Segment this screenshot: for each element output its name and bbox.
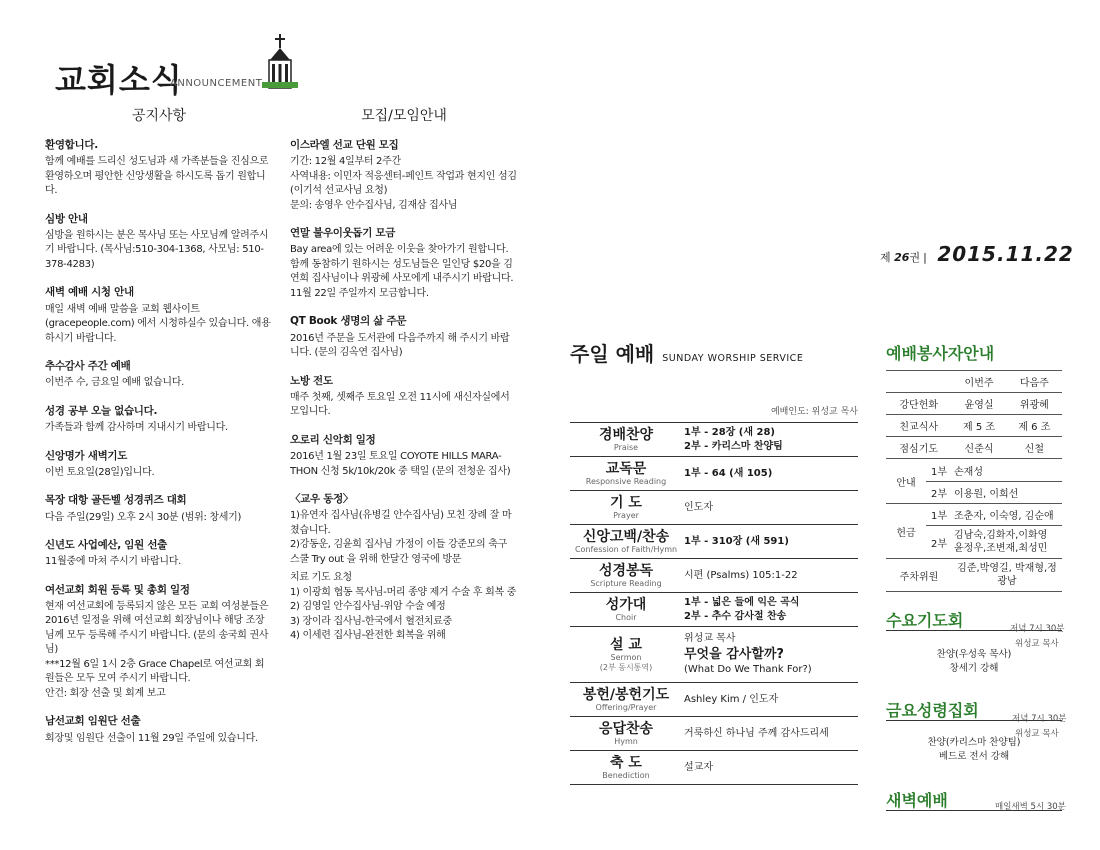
notice-title: 추수감사 주간 예배 (45, 360, 131, 373)
notice-item (45, 359, 273, 391)
order-line: (What Do We Thank For?) (684, 664, 812, 676)
notice-body: 2)강동운, 김윤희 집사님 가정이 이들 강준모의 축구 스쿨 Try out 을 위해 한달간 영국에 방문 (290, 539, 508, 565)
order-line: 시편 (Psalms) 105:1-22 (684, 569, 798, 581)
order-label: 성가대 (605, 596, 647, 613)
notice-body: ***12월 6일 1시 2층 Grace Chapel로 여선교회 회원들은 모두 모여 주시기 바랍니다. (45, 658, 265, 685)
servants-duty-table (886, 460, 1062, 592)
issue-number: 26 (894, 251, 910, 264)
order-label: 설 교 (610, 636, 642, 653)
table-row (570, 491, 858, 525)
order-line: 설교자 (684, 761, 713, 773)
notice-title: 환영합니다. (45, 139, 98, 151)
servants-head: 다음주 (1007, 371, 1062, 393)
notice-body: 가족들과 함께 감사하며 지내시기 바랍니다. (45, 422, 228, 434)
order-line: 거룩하신 하나님 주께 감사드리세 (684, 727, 829, 739)
wednesday-title: 수요기도회 (886, 611, 964, 630)
notices-left (45, 138, 273, 759)
order-line: 2부 - 추수 감사절 찬송 (684, 610, 787, 622)
left-column-heading: 공지사항 (131, 108, 187, 124)
servants-cell: 제 5 조 (951, 415, 1006, 437)
order-label-en: Scripture Reading (590, 578, 662, 588)
servants-cell: 윤영실 (951, 393, 1006, 415)
servants-cell: 2부 (926, 482, 952, 504)
table-row (570, 525, 858, 559)
order-label-note: (2부 동시통역) (599, 662, 653, 672)
table-row (886, 460, 1062, 482)
notice-title: 〈교우 동정〉 (290, 493, 354, 506)
servants-cell: 2부 (926, 526, 952, 559)
notice-item (290, 374, 518, 420)
order-label: 기 도 (610, 494, 642, 511)
order-label-en: Responsive Reading (585, 476, 667, 486)
dawn-time: 매일새벽 5시 30분 (995, 802, 1066, 812)
notice-title: 연말 불우이웃돕기 모금 (290, 227, 396, 240)
servants-cell: 강단헌화 (886, 393, 951, 415)
notice-title: 여선교회 회원 등록 및 총회 일정 (45, 583, 190, 596)
servants-table (886, 370, 1062, 459)
order-label: 경배찬양 (598, 426, 654, 443)
notice-item (45, 449, 273, 481)
order-label-en: Prayer (613, 510, 639, 520)
notice-title: 남선교회 임원단 선출 (45, 715, 141, 728)
servants-cell: 김준,박영길, 박재형,정광남 (952, 559, 1062, 592)
offering-label: 헌금 (886, 504, 926, 559)
servants-cell: 손재성 (952, 460, 1062, 482)
notice-body: 2016년 주문을 도서관에 다음주까지 해 주시기 바랍니다. (문의 김옥연 집사님) (290, 332, 510, 359)
order-line: 인도자 (684, 501, 713, 513)
notice-item (290, 433, 518, 479)
worship-title (570, 338, 803, 367)
notice-item (45, 538, 273, 570)
servants-cell: 김남숙,김화자,이화영 윤정우,조변재,최성민 (952, 526, 1062, 559)
issue-unit: 권 (909, 251, 921, 264)
table-row (570, 683, 858, 717)
servants-cell: 이용원, 이희선 (952, 482, 1062, 504)
order-label-en: Sermon (610, 652, 642, 662)
order-line: 1부 - 64 (새 105) (684, 467, 773, 479)
notice-body: 4) 이세련 집사님-완전한 회복을 위해 (290, 630, 446, 642)
order-label: 봉헌/봉헌기도 (582, 686, 670, 703)
notice-title: 성경 공부 오늘 없습니다. (45, 404, 158, 417)
notice-title: QT Book 생명의 삶 주문 (290, 315, 407, 328)
servants-cell: 친교식사 (886, 415, 951, 437)
order-label-en: Choir (615, 612, 637, 622)
order-label: 응답찬송 (598, 720, 654, 737)
order-label-en: Praise (613, 442, 639, 452)
notice-body: 사역내용: 이민자 적응센터-페인트 작업과 현지인 섬김 (이기석 선교사님 요청) (290, 170, 517, 197)
wednesday-pastor: 위성교 목사 (1015, 639, 1059, 649)
notice-body: 2016년 1월 23일 토요일 COYOTE HILLS MARA-THON 신청 5k/10k/20k 중 택일 (문의 전청운 집사) (290, 451, 511, 477)
notices-right (290, 138, 518, 657)
issue-date: 2015.11.22 (937, 242, 1074, 266)
notice-item (45, 404, 273, 436)
order-label: 축 도 (610, 754, 642, 771)
notice-item (45, 138, 273, 199)
wednesday-line: 창세기 강해 (949, 662, 999, 674)
servants-cell: 1부 (926, 504, 952, 526)
worship-order-table (570, 422, 858, 785)
wednesday-detail (886, 648, 1062, 676)
wednesday-time: 저녁 7시 30분 (1010, 624, 1065, 634)
notice-body: 매주 첫째, 셋째주 토요일 오전 11시에 새신자실에서 모입니다. (290, 391, 510, 418)
table-row (570, 627, 858, 683)
issue-info: 제 26권 | 2015.11.22 (880, 242, 1074, 266)
table-row (886, 559, 1062, 592)
notice-item (45, 583, 273, 702)
table-row (886, 504, 1062, 526)
order-line: 1부 - 28장 (새 28) (684, 427, 775, 438)
friday-line: 찬양(카리스마 찬양팀) (927, 737, 1021, 748)
notice-title: 심방 안내 (45, 212, 88, 225)
servants-cell: 1부 (926, 460, 952, 482)
worship-title-en: SUNDAY WORSHIP SERVICE (662, 353, 804, 364)
servants-cell: 신준식 (951, 437, 1006, 459)
notice-body: 심방을 원하시는 분은 목사님 또는 사모님께 알려주시기 바랍니다. (목사님:510-304-1368, 사모님: 510-378-4283) (45, 229, 269, 270)
notice-item (45, 285, 273, 346)
notice-title: 오로리 신악회 일정 (290, 433, 376, 446)
notice-body: Bay area에 있는 어려운 이웃을 찾아가기 원합니다. 함께 동참하기 원하시는 성도님들은 일인당 $20을 김연희 집사님이나 위광혜 사모에게 내주시기 바랍니다. 11월 22일 주일까지 모금합니다. (290, 244, 514, 299)
order-label-en: Benediction (602, 770, 650, 780)
notice-item (290, 314, 518, 360)
notice-body: 현재 여선교회에 등록되지 않은 모든 교회 여성분들은 2016년 일정을 위해 여선교회 회장님이나 해당 조장님께 모두 등록해 주시기 바랍니다. (문의 송국희 권사님) (45, 600, 269, 656)
notice-item (290, 138, 518, 213)
friday-line: 베드로 전서 강해 (938, 750, 1010, 762)
servants-cell: 조춘자, 이숙영, 김순애 (952, 504, 1062, 526)
servants-cell: 제 6 조 (1007, 415, 1062, 437)
servants-cell: 위광혜 (1007, 393, 1062, 415)
parking-label: 주차위원 (886, 559, 952, 592)
servants-title: 예배봉사자안내 (886, 344, 995, 363)
order-label: 신앙고백/찬송 (582, 528, 670, 545)
notice-title: 신앙명가 새벽기도 (45, 449, 128, 462)
notice-body: 이번주 수, 금요일 예배 없습니다. (45, 377, 184, 389)
sermon-title: 무엇을 감사할까? (684, 646, 784, 662)
order-line: 위성교 목사 (684, 633, 736, 645)
notice-item (290, 226, 518, 301)
notice-item (290, 492, 518, 567)
worship-title-ko: 주일 예배 (570, 342, 655, 366)
church-icon (260, 34, 300, 90)
order-line: Ashley Kim / 인도자 (684, 693, 779, 705)
order-line: 1부 - 310장 (새 591) (684, 535, 789, 547)
notice-title: 신년도 사업예산, 임원 선출 (45, 539, 168, 552)
right-column-heading: 모집/모임안내 (361, 108, 447, 124)
notice-body: 2) 김영일 안수집사님-위암 수술 예정 (290, 601, 446, 613)
table-row (570, 717, 858, 751)
table-row (570, 751, 858, 785)
notice-body: 다음 주일(29일) 오후 2시 30분 (범위: 창세기) (45, 511, 242, 523)
notice-body: 이번 토요일(28일)입니다. (45, 466, 155, 478)
page-subtitle: ANNOUNCEMENT (170, 78, 263, 89)
issue-label: 제 (880, 251, 891, 264)
notice-title: 목장 대항 골든벨 성경퀴즈 대회 (45, 494, 187, 507)
worship-leader: 예배인도: 위성교 목사 (770, 407, 858, 417)
order-line: 1부 - 넓은 들에 익은 곡식 (684, 597, 800, 608)
servants-head (886, 371, 951, 393)
notice-body: 1)유연자 집사님(유병길 안수집사님) 모친 장례 잘 마쳤습니다. (290, 510, 512, 536)
notice-item (45, 714, 273, 746)
notice-body: 안건: 회장 선출 및 회계 보고 (45, 687, 166, 699)
servants-cell: 신철 (1007, 437, 1062, 459)
notice-body: 3) 장이라 집사님-한국에서 혈전치료중 (290, 615, 453, 627)
table-row (886, 415, 1062, 437)
order-label: 교독문 (605, 460, 647, 477)
notice-body: 치료 기도 요청 (290, 572, 352, 584)
notice-title: 새벽 예배 시청 안내 (45, 286, 134, 299)
table-row (570, 559, 858, 593)
order-label-en: Hymn (614, 736, 638, 746)
notice-body: 함께 예배를 드리신 성도님과 새 가족분들을 진심으로 환영하오며 평안한 신앙생활을 하시도록 돕기 원합니다. (45, 156, 269, 197)
usher-label: 안내 (886, 460, 926, 504)
table-row (886, 393, 1062, 415)
order-label-en: Offering/Prayer (595, 702, 657, 712)
notice-body: 1) 이광희 협동 목사님-머리 종양 제거 수술 후 회복 중 (290, 586, 517, 598)
table-row (570, 593, 858, 627)
table-row (570, 423, 858, 457)
friday-time: 저녁 7시 30분 (1012, 714, 1067, 724)
friday-pastor: 위성교 목사 (1015, 729, 1059, 739)
order-line: 2부 - 카리스마 찬양팀 (684, 440, 783, 452)
dawn-title: 새벽예배 (886, 791, 948, 810)
friday-title: 금요성령집회 (886, 701, 979, 720)
order-label: 성경봉독 (598, 562, 654, 579)
notice-body: 11월중에 마쳐 주시기 바랍니다. (45, 556, 181, 568)
wednesday-line: 찬양(우성욱 목사) (936, 649, 1012, 660)
notice-item (290, 571, 518, 644)
servants-cell: 점심기도 (886, 437, 951, 459)
order-label-en: Confession of Faith/Hymn (574, 544, 678, 554)
notice-body: 매일 새벽 예배 말씀을 교회 웹사이트 (gracepeople.com) 에서 시청하실수 있습니다. 애용하시기 바랍니다. (45, 303, 271, 344)
notice-item (45, 212, 273, 273)
table-row (570, 457, 858, 491)
notice-body: 기간: 12월 4일부터 2주간 (290, 156, 401, 168)
notice-body: 회장및 임원단 선출이 11월 29일 주일에 있습니다. (45, 732, 258, 744)
notice-item (45, 493, 273, 525)
page-title: 교회소식 (55, 61, 183, 99)
notice-body: 문의: 송영우 안수집사님, 김재삼 집사님 (290, 199, 458, 211)
notice-title: 이스라엘 선교 단원 모집 (290, 139, 399, 151)
notice-title: 노방 전도 (290, 374, 333, 387)
table-row (886, 371, 1062, 393)
servants-head: 이번주 (951, 371, 1006, 393)
friday-detail (886, 736, 1062, 764)
table-row (886, 437, 1062, 459)
